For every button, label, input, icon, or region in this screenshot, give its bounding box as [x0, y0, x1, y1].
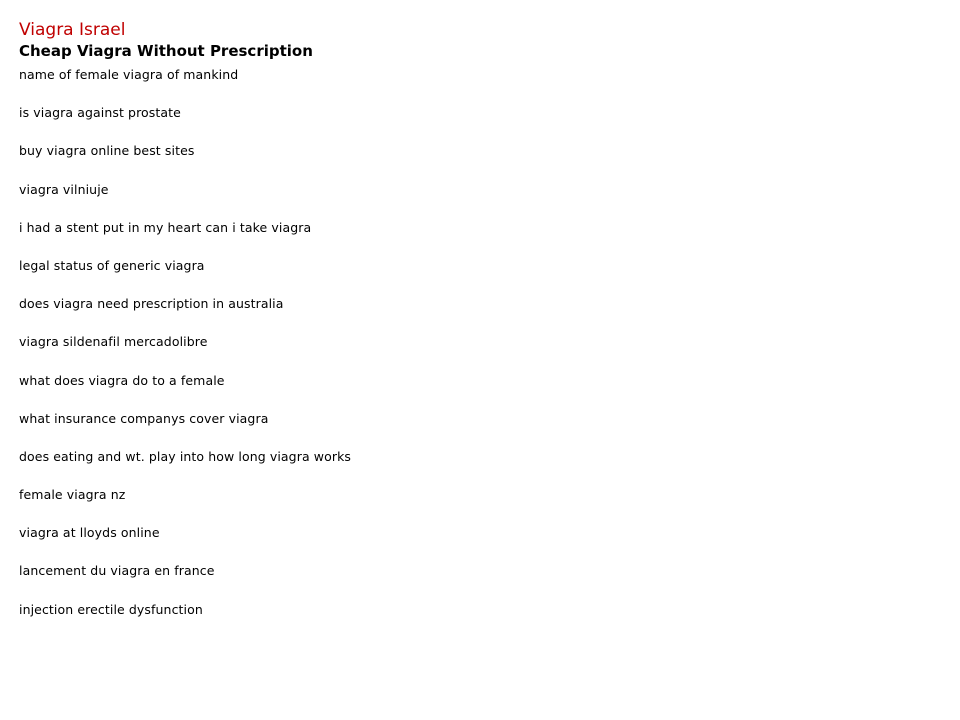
list-item [19, 370, 351, 408]
list-item [19, 446, 351, 484]
list-link[interactable]: viagra at lloyds online [19, 525, 160, 541]
list-item [19, 599, 351, 637]
list-link[interactable]: lancement du viagra en france [19, 563, 215, 579]
list-link[interactable]: name of female viagra of mankind [19, 67, 239, 82]
list-link[interactable]: what insurance companys cover viagra [19, 410, 269, 426]
list-link[interactable]: what does viagra do to a female [19, 372, 225, 388]
list-link[interactable]: i had a stent put in my heart can i take viagra [19, 219, 312, 235]
list-item [19, 179, 351, 217]
list-link[interactable]: viagra vilniuje [19, 181, 109, 197]
list-item [19, 217, 351, 255]
list-item [19, 293, 351, 331]
page-subtitle: Cheap Viagra Without Prescription [19, 42, 313, 60]
list-link[interactable]: buy viagra online best sites [19, 143, 195, 159]
list-item [19, 522, 351, 560]
list-item [19, 560, 351, 598]
list-item [19, 484, 351, 522]
list-link[interactable]: is viagra against prostate [19, 105, 181, 121]
list-item [19, 255, 351, 293]
page-title: Viagra Israel [19, 20, 126, 40]
list-item [19, 331, 351, 369]
list-item [19, 408, 351, 446]
list-link[interactable]: does eating and wt. play into how long viagra works [19, 448, 352, 464]
link-list [19, 64, 351, 637]
list-link[interactable]: female viagra nz [19, 487, 126, 503]
list-link[interactable]: legal status of generic viagra [19, 257, 205, 273]
list-link[interactable]: viagra sildenafil mercadolibre [19, 334, 208, 350]
list-item [19, 102, 351, 140]
list-link[interactable]: injection erectile dysfunction [19, 601, 203, 617]
list-link[interactable]: does viagra need prescription in australia [19, 296, 284, 312]
list-item [19, 140, 351, 178]
list-item [19, 64, 351, 102]
